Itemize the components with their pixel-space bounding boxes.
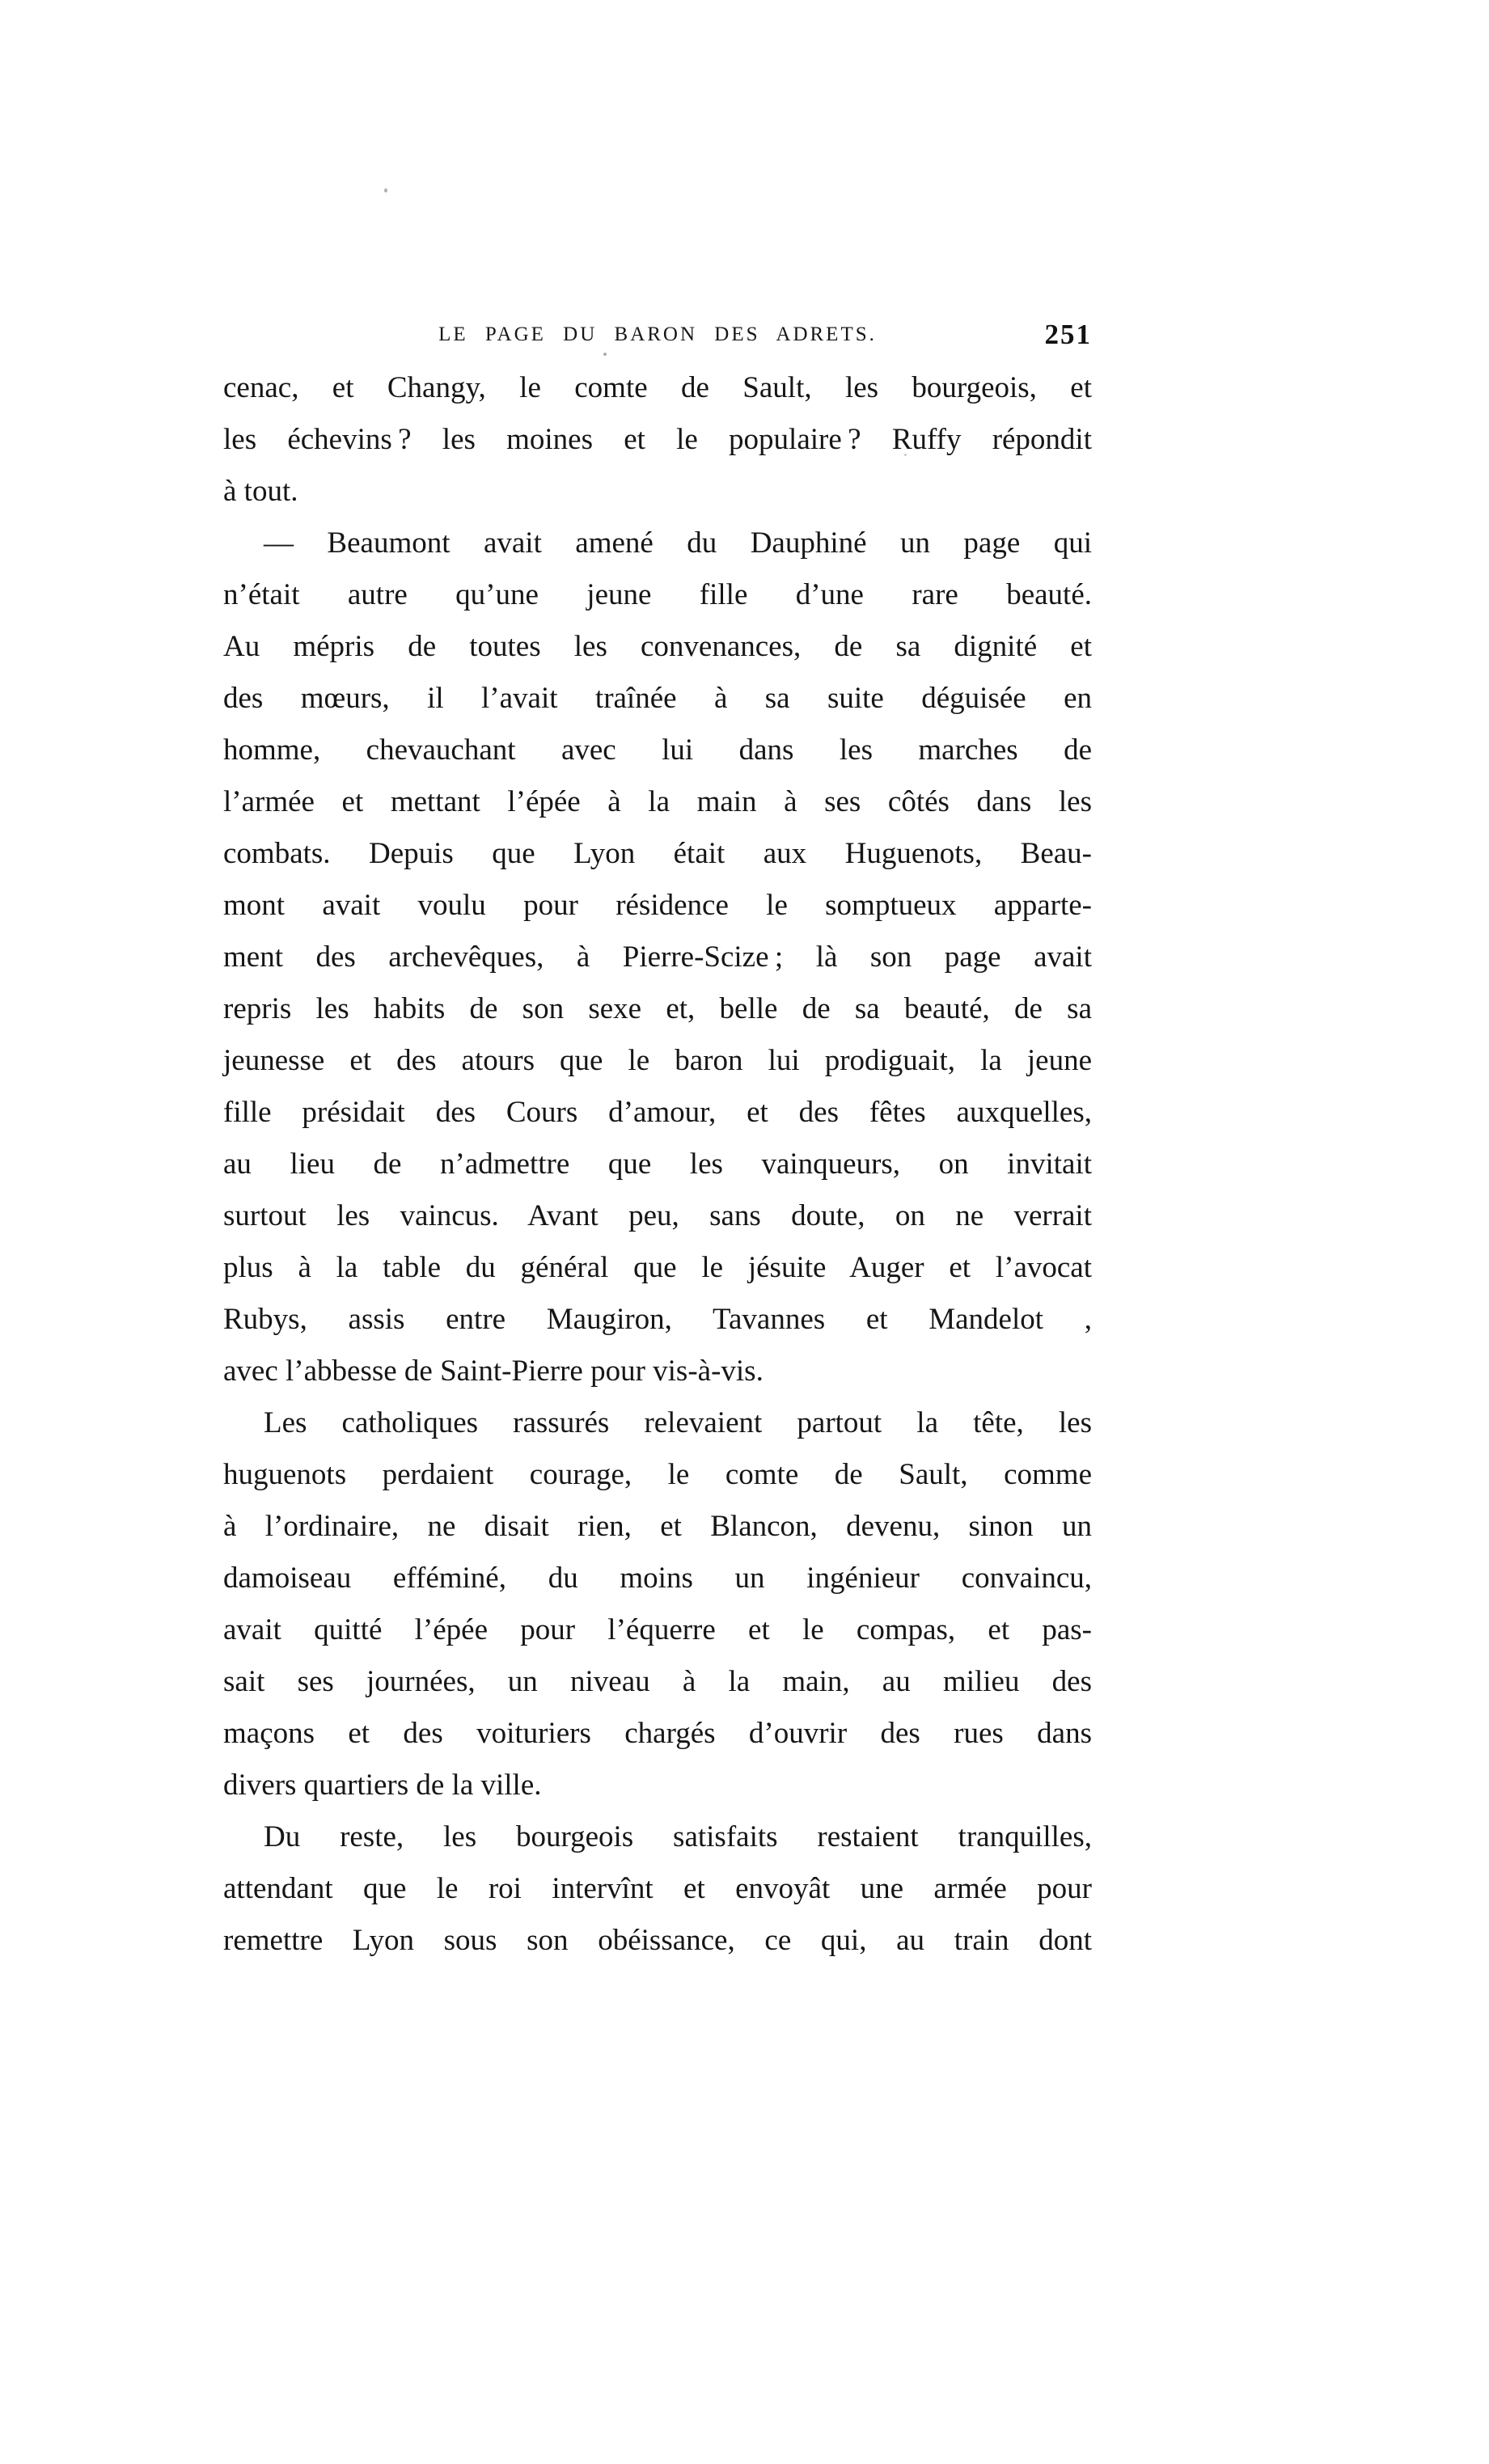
- text-line: fille présidait des Cours d’amour, et des fêtes auxquelles,: [223, 1096, 1092, 1129]
- text-line: — Beaumont avait amené du Dauphiné un page qui: [264, 526, 1092, 560]
- text-line: à tout.: [223, 475, 298, 508]
- text-line: les échevins ? les moines et le populaire ? Ruffy répondit: [223, 423, 1092, 456]
- text-line: jeunesse et des atours que le baron lui prodiguait, la jeune: [223, 1044, 1092, 1077]
- text-line: plus à la table du général que le jésuite Auger et l’avocat: [223, 1251, 1092, 1284]
- text-line: avait quitté l’épée pour l’équerre et le compas, et pas-: [223, 1613, 1092, 1646]
- text-line: attendant que le roi intervînt et envoyât une armée pour: [223, 1872, 1092, 1905]
- text-line: avec l’abbesse de Saint-Pierre pour vis-à-vis.: [223, 1355, 764, 1388]
- scan-speck: [603, 353, 607, 356]
- text-block: [223, 362, 1092, 1967]
- text-line: surtout les vaincus. Avant peu, sans doute, on ne verrait: [223, 1199, 1092, 1232]
- text-line: à l’ordinaire, ne disait rien, et Blancon, devenu, sinon un: [223, 1510, 1092, 1543]
- text-line: cenac, et Changy, le comte de Sault, les bourgeois, et: [223, 371, 1092, 404]
- text-line: huguenots perdaient courage, le comte de Sault, comme: [223, 1458, 1092, 1491]
- text-line: mont avait voulu pour résidence le somptueux apparte-: [223, 889, 1092, 922]
- text-line: remettre Lyon sous son obéissance, ce qui, au train dont: [223, 1924, 1092, 1957]
- text-line: des mœurs, il l’avait traînée à sa suite déguisée en: [223, 682, 1092, 715]
- text-line: Rubys, assis entre Maugiron, Tavannes et Mandelot ,: [223, 1303, 1092, 1336]
- text-line: maçons et des voituriers chargés d’ouvrir des rues dans: [223, 1717, 1092, 1750]
- text-line: divers quartiers de la ville.: [223, 1769, 542, 1802]
- scan-speck: [384, 188, 387, 192]
- text-line: Au mépris de toutes les convenances, de sa dignité et: [223, 630, 1092, 663]
- running-header: [223, 311, 1092, 349]
- text-line: sait ses journées, un niveau à la main, au milieu des: [223, 1665, 1092, 1698]
- text-line: n’était autre qu’une jeune fille d’une rare beauté.: [223, 578, 1092, 611]
- text-line: repris les habits de son sexe et, belle de sa beauté, de sa: [223, 992, 1092, 1025]
- scan-speck: [904, 454, 907, 456]
- text-line: ment des archevêques, à Pierre-Scize ; là son page avait: [223, 940, 1092, 974]
- text-line: l’armée et mettant l’épée à la main à ses côtés dans les: [223, 785, 1092, 818]
- text-line: au lieu de n’admettre que les vainqueurs, on invitait: [223, 1147, 1092, 1181]
- text-line: combats. Depuis que Lyon était aux Huguenots, Beau-: [223, 837, 1092, 870]
- running-title: LE PAGE DU BARON DES ADRETS.: [438, 323, 877, 345]
- text-line: Les catholiques rassurés relevaient partout la tête, les: [264, 1406, 1092, 1439]
- text-line: homme, chevauchant avec lui dans les marches de: [223, 733, 1092, 767]
- page-number: 251: [1044, 319, 1092, 350]
- text-line: Du reste, les bourgeois satisfaits restaient tranquilles,: [264, 1820, 1092, 1853]
- text-line: damoiseau efféminé, du moins un ingénieur convaincu,: [223, 1562, 1092, 1595]
